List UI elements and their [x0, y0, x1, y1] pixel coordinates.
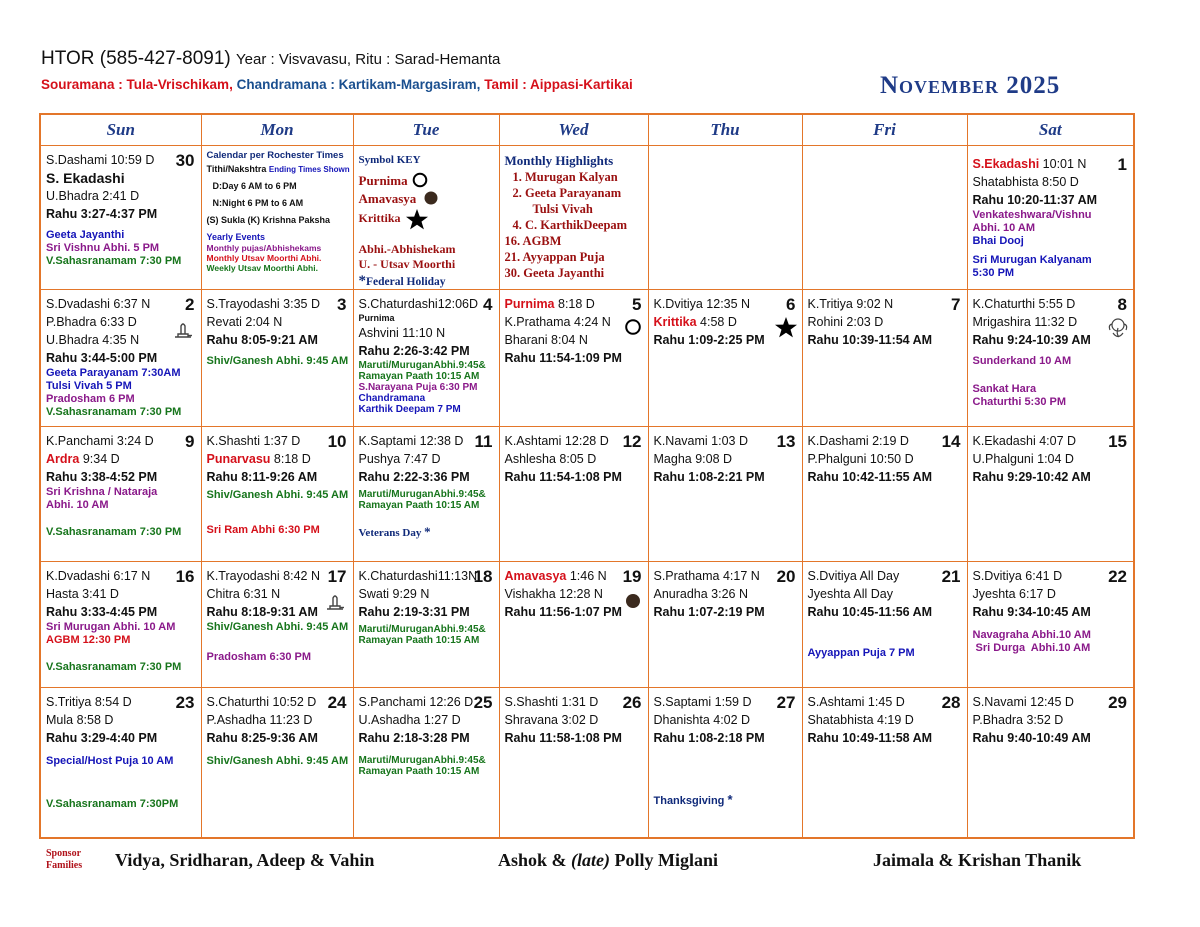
- rahu-time: Rahu 9:29-10:42 AM: [972, 470, 1091, 484]
- day-number: 27: [776, 693, 796, 712]
- event: Ayyappan Puja 7 PM: [807, 647, 915, 659]
- tithi: K.Dvadashi 6:17 N: [46, 569, 151, 583]
- event: V.Sahasranamam 7:30 PM: [46, 526, 182, 538]
- day-cell-7: [802, 290, 967, 427]
- event: Chaturthi 5:30 PM: [972, 396, 1067, 408]
- tithi: K.Panchami 3:24 D: [46, 434, 154, 448]
- event: V.Sahasranamam 7:30PM: [46, 798, 179, 810]
- nakshatra: Hasta 3:41 D: [46, 587, 119, 601]
- day-cell-10: [201, 427, 353, 562]
- event: V.Sahasranamam 7:30 PM: [46, 661, 182, 673]
- event: Sri Murugan Abhi. 10 AM: [46, 621, 176, 633]
- shiva-lingam-icon: [173, 320, 193, 340]
- event: 5:30 PM: [972, 267, 1015, 279]
- event: Ramayan Paath 10:15 AM: [358, 635, 480, 646]
- highlights-title: Monthly Highlights: [504, 153, 614, 168]
- rahu-time: Rahu 8:18-9:31 AM: [206, 605, 318, 619]
- weekday-sat: Sat: [967, 114, 1134, 146]
- nakshatra: P.Phalguni 10:50 D: [807, 452, 914, 466]
- sponsor-family-3: Jaimala & Krishan Thanik: [873, 850, 1082, 870]
- day-cell-24: [201, 688, 353, 838]
- day-number: 1: [1117, 155, 1127, 174]
- rahu-time: Rahu 10:20-11:37 AM: [972, 193, 1098, 207]
- day-cell-8: [967, 290, 1134, 427]
- nakshatra: Jyeshta 6:17 D: [972, 587, 1056, 601]
- tithi: S.Shashti 1:31 D: [504, 695, 599, 709]
- rahu-time: Rahu 8:11-9:26 AM: [206, 470, 318, 484]
- day-number: 11: [474, 432, 493, 451]
- day-number: 9: [185, 432, 195, 451]
- event: Shiv/Ganesh Abhi. 9:45 AM: [206, 355, 349, 367]
- highlight: 2. Geeta Parayanam: [512, 186, 622, 200]
- day-cell-28: [802, 688, 967, 838]
- day-number: 28: [941, 693, 961, 712]
- sponsor-family-2: Ashok & (late) Polly Miglani: [498, 850, 719, 870]
- purnima-icon: [624, 318, 642, 336]
- rahu-time: Rahu 2:19-3:31 PM: [358, 605, 470, 619]
- nakshatra: Vishakha 12:28 N: [504, 587, 603, 601]
- rahu-time: Rahu 10:45-11:56 AM: [807, 605, 933, 619]
- day-cell-29: [967, 688, 1134, 838]
- tithi: S.Ekadashi 10:01 N: [972, 157, 1087, 171]
- day-cell-26: [499, 688, 648, 838]
- tithi: S.Dvadashi 6:37 N: [46, 297, 151, 311]
- tithi: S.Dashami 10:59 D: [46, 153, 155, 167]
- legend-cell: [201, 146, 353, 290]
- event: Shiv/Ganesh Abhi. 9:45 AM: [206, 489, 349, 501]
- sponsor-family-1: Vidya, Sridharan, Adeep & Vahin: [115, 850, 375, 870]
- tithi-2: S. Ekadashi: [46, 170, 125, 186]
- event: Ramayan Paath 10:15 AM: [358, 371, 480, 382]
- rahu-time: Rahu 9:34-10:45 AM: [972, 605, 1091, 619]
- event: Maruti/MuruganAbhi.9:45&: [358, 360, 486, 371]
- nakshatra: Swati 9:29 N: [358, 587, 430, 601]
- weekday-wed: Wed: [499, 114, 648, 146]
- day-cell-2: [40, 290, 201, 427]
- rahu-time: Rahu 10:49-11:58 AM: [807, 731, 933, 745]
- nakshatra: Rohini 2:03 D: [807, 315, 884, 329]
- day-cell-16: [40, 562, 201, 688]
- tithi-2: K.Prathama 4:24 N: [504, 315, 611, 329]
- week-2: [40, 290, 1134, 427]
- day-number: 16: [175, 567, 195, 586]
- event: Ramayan Paath 10:15 AM: [358, 500, 480, 511]
- nakshatra: Chitra 6:31 N: [206, 587, 281, 601]
- symbol-purnima: Purnima: [359, 172, 494, 190]
- day-cell-1: [967, 146, 1134, 290]
- weekday-tue: Tue: [353, 114, 499, 146]
- nakshatra: Magha 9:08 D: [653, 452, 733, 466]
- event: Pradosham 6:30 PM: [206, 651, 312, 663]
- nakshatra: Jyeshta All Day: [807, 587, 893, 601]
- empty-cell: [648, 146, 802, 290]
- federal-holiday-key: *Federal Holiday: [358, 273, 446, 289]
- day-number: 14: [941, 432, 961, 451]
- tithi: K.Ekadashi 4:07 D: [972, 434, 1077, 448]
- day-cell-5: [499, 290, 648, 427]
- tithi: K.Tritiya 9:02 N: [807, 297, 894, 311]
- event: S.Narayana Puja 6:30 PM: [358, 382, 478, 393]
- star-icon: [774, 316, 798, 338]
- tithi: S.Prathama 4:17 N: [653, 569, 760, 583]
- monthly-highlights-cell: [499, 146, 648, 290]
- event: Venkateshwara/Vishnu: [972, 209, 1092, 221]
- tithi: S.Dvitiya 6:41 D: [972, 569, 1063, 583]
- tithi: K.Trayodashi 8:42 N: [206, 569, 320, 583]
- highlight: 30. Geeta Jayanthi: [504, 266, 605, 280]
- day-cell-3: [201, 290, 353, 427]
- star-icon: [405, 208, 429, 230]
- day-number: 3: [337, 295, 347, 314]
- event: Sankat Hara: [972, 383, 1037, 395]
- sponsor-label: Sponsor Families: [46, 848, 83, 871]
- day-number: 10: [327, 432, 347, 451]
- year-ritu: Year : Visvavasu, Ritu : Sarad-Hemanta: [236, 51, 501, 68]
- tithi: Amavasya 1:46 N: [504, 569, 607, 583]
- tithi: S.Panchami 12:26 D: [358, 695, 474, 709]
- day-number: 24: [327, 693, 347, 712]
- day-cell-11: [353, 427, 499, 562]
- header-calendar-systems: [41, 77, 633, 92]
- rahu-time: Rahu 9:24-10:39 AM: [972, 333, 1091, 347]
- event: Ramayan Paath 10:15 AM: [358, 766, 480, 777]
- highlight: 1. Murugan Kalyan: [512, 170, 618, 184]
- day-cell-12: [499, 427, 648, 562]
- day-cell-6: [648, 290, 802, 427]
- day-number: 29: [1108, 693, 1127, 712]
- event: Maruti/MuruganAbhi.9:45&: [358, 624, 486, 635]
- tithi-2: Purnima: [358, 313, 395, 323]
- nakshatra: Shravana 3:02 D: [504, 713, 599, 727]
- rahu-time: Rahu 2:22-3:36 PM: [358, 470, 470, 484]
- day-cell-15: [967, 427, 1134, 562]
- tamil-months: Tamil : Aippasi-Kartikai: [484, 77, 633, 92]
- rahu-time: Rahu 8:25-9:36 AM: [206, 731, 318, 745]
- nakshatra-2: U.Bhadra 4:35 N: [46, 333, 140, 347]
- tithi: Purnima 8:18 D: [504, 297, 595, 311]
- abbr-abhi: Abhi.-Abhishekam: [358, 242, 456, 256]
- tithi: S.Ashtami 1:45 D: [807, 695, 905, 709]
- tithi: K.Saptami 12:38 D: [358, 434, 464, 448]
- event: Sri Murugan Kalyanam: [972, 254, 1092, 266]
- nakshatra: Anuradha 3:26 N: [653, 587, 749, 601]
- rahu-time: Rahu 10:42-11:55 AM: [807, 470, 933, 484]
- rahu-time: Rahu 11:54-1:08 PM: [504, 470, 622, 484]
- day-number: 13: [776, 432, 796, 451]
- rahu-time: Rahu 9:40-10:49 AM: [972, 731, 1091, 745]
- day-number: 26: [622, 693, 642, 712]
- purnima-icon: [412, 172, 428, 188]
- day-number: 18: [473, 567, 493, 586]
- highlight: Tulsi Vivah: [532, 202, 593, 216]
- event: Karthik Deepam 7 PM: [358, 404, 461, 415]
- tithi: K.Shashti 1:37 D: [206, 434, 301, 448]
- weekday-fri: Fri: [802, 114, 967, 146]
- rahu-time: Rahu 11:58-1:08 PM: [504, 731, 622, 745]
- legend-line: N:Night 6 PM to 6 AM: [212, 198, 304, 208]
- event: Sunderkand 10 AM: [972, 355, 1072, 367]
- tithi: K.Dashami 2:19 D: [807, 434, 909, 448]
- day-cell-27: [648, 688, 802, 838]
- day-number: 23: [175, 693, 195, 712]
- nakshatra: Krittika 4:58 D: [653, 315, 737, 329]
- tithi: S.Chaturthi 10:52 D: [206, 695, 317, 709]
- symbol-amavasya: Amavasya: [359, 190, 494, 208]
- legend-line: Weekly Utsav Moorthi Abhi.: [206, 263, 318, 273]
- nakshatra: Punarvasu 8:18 D: [206, 452, 311, 466]
- event: Abhi. 10 AM: [46, 499, 109, 511]
- day-number: 25: [473, 693, 493, 712]
- event: Shiv/Ganesh Abhi. 9:45 AM: [206, 621, 349, 633]
- tithi: S.Chaturdashi12:06D: [358, 297, 479, 311]
- weekday-mon: Mon: [201, 114, 353, 146]
- nakshatra: U.Phalguni 1:04 D: [972, 452, 1074, 466]
- legend-line: Calendar per Rochester Times: [206, 150, 344, 161]
- rahu-time: Rahu 3:29-4:40 PM: [46, 731, 158, 745]
- legend-line: Monthly pujas/Abhishekams: [206, 243, 322, 253]
- symbol-key-cell: [353, 146, 499, 290]
- rahu-time: Rahu 3:44-5:00 PM: [46, 351, 158, 365]
- rahu-time: Rahu 1:08-2:18 PM: [653, 731, 765, 745]
- tithi: S.Trayodashi 3:35 D: [206, 297, 320, 311]
- highlight: 4. C. KarthikDeepam: [512, 218, 628, 232]
- week-3: [40, 427, 1134, 562]
- day-number: 4: [483, 295, 493, 314]
- tithi: K.Ashtami 12:28 D: [504, 434, 609, 448]
- event: V.Sahasranamam 7:30 PM: [46, 406, 182, 418]
- weekday-thu: Thu: [648, 114, 802, 146]
- highlight: 16. AGBM: [504, 234, 562, 248]
- event: Geeta Jayanthi: [46, 229, 125, 241]
- day-cell-23: [40, 688, 201, 838]
- calendar-grid: [39, 113, 1135, 839]
- symbol-key-title: Symbol KEY: [358, 154, 421, 166]
- day-cell-22: [967, 562, 1134, 688]
- ganesha-icon: [1107, 316, 1129, 340]
- month-title: November 2025: [880, 72, 1061, 99]
- souramana: Souramana : Tula-Vrischikam,: [41, 77, 233, 92]
- day-number: 12: [622, 432, 642, 451]
- event: Sri Ram Abhi 6:30 PM: [206, 524, 320, 536]
- day-cell-21: [802, 562, 967, 688]
- nakshatra: U.Ashadha 1:27 D: [358, 713, 461, 727]
- day-number: 21: [941, 567, 961, 586]
- day-cell-9: [40, 427, 201, 562]
- abbr-utsav: U. - Utsav Moorthi: [358, 257, 456, 271]
- day-number: 7: [951, 295, 961, 314]
- day-number: 6: [786, 295, 796, 314]
- tithi: K.Navami 1:03 D: [653, 434, 748, 448]
- nakshatra: Pushya 7:47 D: [358, 452, 441, 466]
- nakshatra: Bharani 8:04 N: [504, 333, 588, 347]
- rahu-time: Rahu 2:26-3:42 PM: [358, 344, 470, 358]
- event: V.Sahasranamam 7:30 PM: [46, 255, 182, 267]
- nakshatra: Ashlesha 8:05 D: [504, 452, 597, 466]
- nakshatra: Ardra 9:34 D: [46, 452, 120, 466]
- amavasya-icon: [624, 592, 642, 610]
- week-1: [40, 146, 1134, 290]
- nakshatra: Revati 2:04 N: [206, 315, 283, 329]
- rahu-time: Rahu 10:39-11:54 AM: [807, 333, 933, 347]
- event: Pradosham 6 PM: [46, 393, 135, 405]
- event: Navagraha Abhi.10 AM: [972, 629, 1091, 641]
- tithi: K.Chaturdashi11:13N: [358, 569, 478, 583]
- nakshatra: P.Bhadra 6:33 D: [46, 315, 137, 329]
- day-cell-30: [40, 146, 201, 290]
- day-number: 15: [1108, 432, 1127, 451]
- event: Sri Krishna / Nataraja: [46, 486, 158, 498]
- day-cell-25: [353, 688, 499, 838]
- event: Geeta Parayanam 7:30AM: [46, 367, 181, 379]
- federal-holiday: Thanksgiving *: [653, 792, 733, 807]
- org-name: HTOR (585-427-8091): [41, 48, 231, 69]
- nakshatra: Dhanishta 4:02 D: [653, 713, 751, 727]
- day-cell-13: [648, 427, 802, 562]
- event: Shiv/Ganesh Abhi. 9:45 AM: [206, 755, 349, 767]
- rahu-time: Rahu 3:33-4:45 PM: [46, 605, 158, 619]
- tithi: S.Saptami 1:59 D: [653, 695, 752, 709]
- nakshatra: P.Ashadha 11:23 D: [206, 713, 313, 727]
- day-cell-4: [353, 290, 499, 427]
- week-5: [40, 688, 1134, 838]
- tithi: S.Dvitiya All Day: [807, 569, 900, 583]
- nakshatra: Shatabhista 8:50 D: [972, 175, 1079, 189]
- rahu-time: Rahu 11:54-1:09 PM: [504, 351, 622, 365]
- day-cell-20: [648, 562, 802, 688]
- weekday-sun: Sun: [40, 114, 201, 146]
- tithi: K.Dvitiya 12:35 N: [653, 297, 751, 311]
- day-number: 5: [632, 295, 642, 314]
- rahu-time: Rahu 1:07-2:19 PM: [653, 605, 765, 619]
- legend-line: Tithi/Nakshtra Ending Times Shown: [206, 164, 350, 174]
- event: Tulsi Vivah 5 PM: [46, 380, 132, 392]
- nakshatra: Shatabhista 4:19 D: [807, 713, 914, 727]
- nakshatra: P.Bhadra 3:52 D: [972, 713, 1064, 727]
- legend-line: (S) Sukla (K) Krishna Paksha: [206, 215, 331, 225]
- tithi: S.Tritiya 8:54 D: [46, 695, 132, 709]
- rahu-time: Rahu 3:38-4:52 PM: [46, 470, 158, 484]
- day-number: 30: [175, 151, 195, 170]
- federal-holiday: Veterans Day *: [358, 524, 431, 539]
- rahu-time: Rahu 8:05-9:21 AM: [206, 333, 318, 347]
- nakshatra: Mrigashira 11:32 D: [972, 315, 1078, 329]
- event: Bhai Dooj: [972, 235, 1024, 247]
- header-org-line: [41, 48, 500, 70]
- day-cell-19: [499, 562, 648, 688]
- weekday-header: [40, 114, 1134, 146]
- rahu-time: Rahu 2:18-3:28 PM: [358, 731, 470, 745]
- day-cell-17: [201, 562, 353, 688]
- event: Chandramana: [358, 393, 426, 404]
- day-number: 2: [185, 295, 195, 314]
- event: Sri Vishnu Abhi. 5 PM: [46, 242, 160, 254]
- day-number: 20: [776, 567, 796, 586]
- rahu-time: Rahu 3:27-4:37 PM: [46, 207, 158, 221]
- day-cell-14: [802, 427, 967, 562]
- highlight: 21. Ayyappan Puja: [504, 250, 605, 264]
- amavasya-icon: [420, 190, 438, 206]
- day-number: 22: [1108, 567, 1127, 586]
- day-cell-18: [353, 562, 499, 688]
- event: Maruti/MuruganAbhi.9:45&: [358, 489, 486, 500]
- event: Maruti/MuruganAbhi.9:45&: [358, 755, 486, 766]
- tithi: K.Chaturthi 5:55 D: [972, 297, 1076, 311]
- day-number: 8: [1117, 295, 1127, 314]
- event: Sri Durga Abhi.10 AM: [972, 642, 1091, 654]
- shiva-lingam-icon: [325, 592, 345, 612]
- chandramana: Chandramana : Kartikam-Margasiram,: [236, 77, 481, 92]
- empty-cell: [802, 146, 967, 290]
- symbol-krittika: Krittika: [359, 208, 494, 230]
- nakshatra: U.Bhadra 2:41 D: [46, 189, 140, 203]
- tithi: S.Navami 12:45 D: [972, 695, 1074, 709]
- nakshatra: Ashvini 11:10 N: [358, 326, 446, 340]
- day-number: 19: [622, 567, 642, 586]
- day-number: 17: [327, 567, 347, 586]
- event: Special/Host Puja 10 AM: [46, 755, 174, 767]
- week-4: [40, 562, 1134, 688]
- event: Abhi. 10 AM: [972, 222, 1036, 234]
- legend-line: D:Day 6 AM to 6 PM: [212, 181, 297, 191]
- nakshatra: Mula 8:58 D: [46, 713, 114, 727]
- event: AGBM 12:30 PM: [46, 634, 131, 646]
- rahu-time: Rahu 11:56-1:07 PM: [504, 605, 622, 619]
- legend-line: Yearly Events: [206, 232, 266, 242]
- legend-line: Monthly Utsav Moorthi Abhi.: [206, 253, 322, 263]
- rahu-time: Rahu 1:09-2:25 PM: [653, 333, 765, 347]
- rahu-time: Rahu 1:08-2:21 PM: [653, 470, 765, 484]
